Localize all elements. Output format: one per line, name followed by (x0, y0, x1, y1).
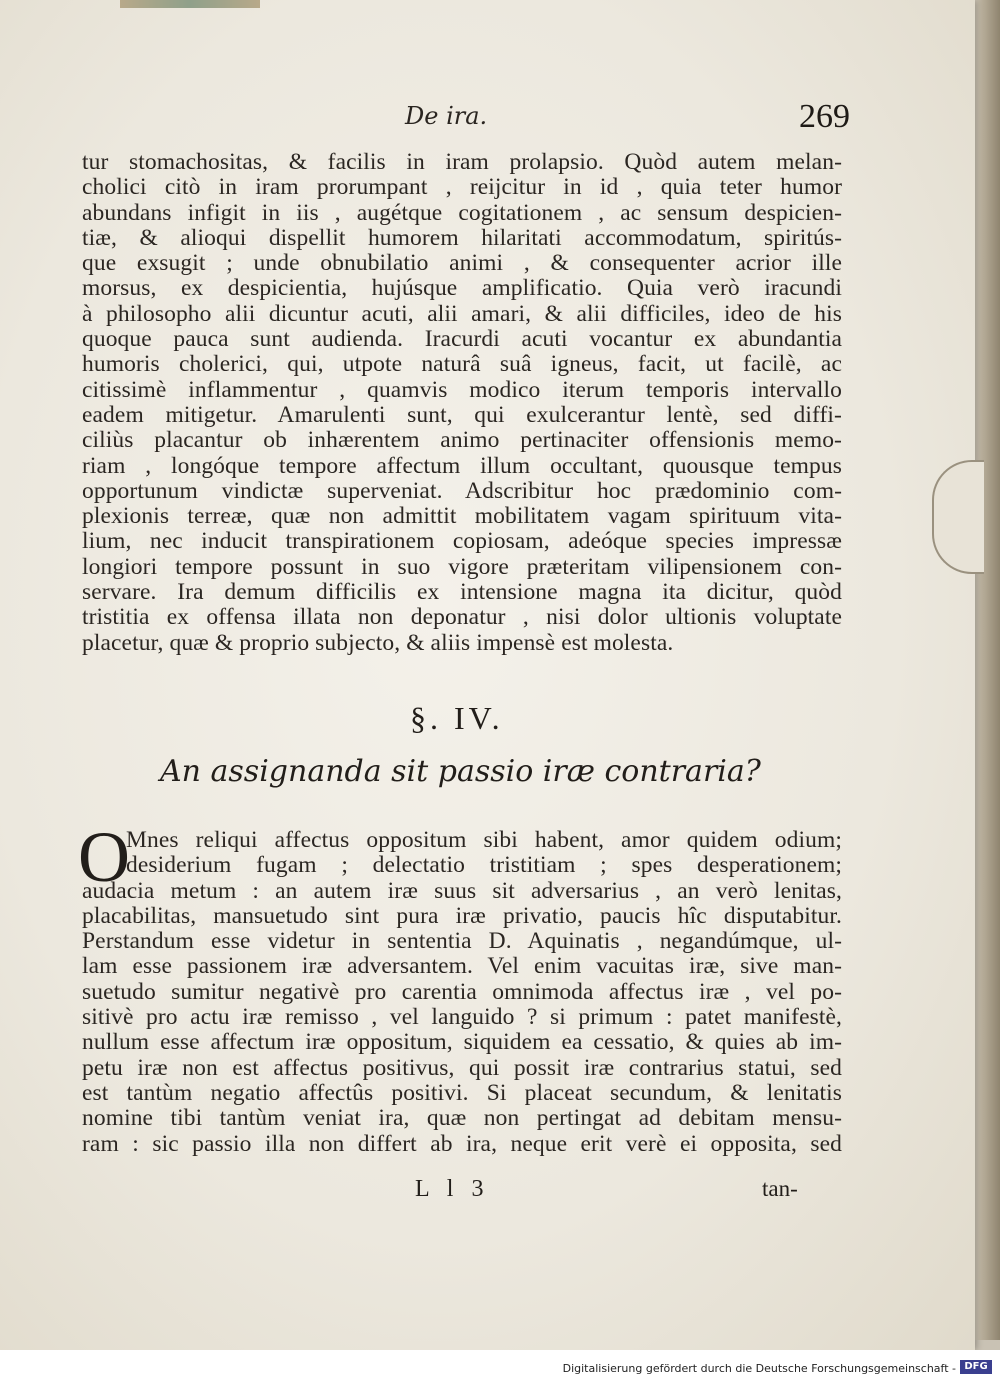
text-line: lam esse passionem iræ adversantem. Vel enim vacuitas iræ, sive man- (82, 954, 842, 980)
text-line: citissimè inflammentur , quamvis modico iterum temporis intervallo (82, 377, 842, 403)
binding-strip (120, 0, 260, 8)
text-line: placetur, quæ & proprio subjecto, & aliis impensè est molesta. (82, 630, 674, 656)
signature-mark: L l 3 (415, 1176, 490, 1202)
drop-capital: O (78, 817, 130, 897)
text-line: cholici citò in iram prorumpant , reijcitur in id , quia teter humor (82, 175, 842, 201)
text-line: tur stomachositas, & facilis in iram prolapsio. Quòd autem melan- (82, 150, 842, 175)
paragraph-1 (82, 150, 842, 656)
text-line: audacia metum : an autem iræ suus sit adversarius , an verò lenitas, (82, 878, 842, 904)
funding-credit: Digitalisierung gefördert durch die Deutsche Forschungsgemeinschaft - (562, 1362, 956, 1375)
paragraph-2 (82, 828, 842, 1157)
running-head-title: De ira. (405, 102, 488, 130)
text-line: plexionis terreæ, quæ non admittit mobilitatem vagam spirituum vita- (82, 504, 842, 530)
text-line: tristitia ex offensa illata non deponatur , nisi dolor ultionis voluptate (82, 605, 842, 631)
text-line: placabilitas, mansuetudo sint pura iræ privatio, paucis hîc disputabitur. (82, 903, 842, 929)
page-tab-shadow (932, 460, 984, 574)
text-line: lium, nec inducit transpirationem copiosam, adeóque species impressæ (82, 529, 842, 555)
text-line: suetudo sumitur negativè pro carentia omnimoda affectus iræ , vel po- (82, 979, 842, 1005)
running-head (80, 98, 850, 140)
text-line: à philosopho alii dicuntur acuti, alii amari, & alii difficiles, ideo de his (82, 301, 842, 327)
text-line: opportunum vindictæ superveniat. Adscribitur hoc prædominio com- (82, 478, 842, 504)
text-line: humoris cholerici, qui, utpote naturâ suâ igneus, facit, ut facilè, ac (82, 352, 842, 378)
text-line: que exsugit ; unde obnubilatio animi , & consequenter acrior ille (82, 251, 842, 277)
text-line: nullum esse affectum iræ oppositum, siquidem ea cessatio, & quies ab im- (82, 1030, 842, 1056)
text-line: nomine tibi tantùm veniat ira, quæ non pertingat ad debitam mensu- (82, 1106, 842, 1132)
text-line: sitivè pro actu iræ remisso , vel languido ? si primum : patet manifestè, (82, 1005, 842, 1031)
page-number: 269 (799, 98, 850, 135)
text-line: abundans infigit in iis , augétque cogitationem , ac sensum despicien- (82, 200, 842, 226)
text-line: morsus, ex despicientia, hujúsque amplificatio. Quia verò iracundi (82, 276, 842, 302)
catchword: tan- (762, 1176, 798, 1201)
text-line: riam , longóque tempore affectum illum occultant, quousque tempus (82, 453, 842, 479)
text-line: ram : sic passio illa non differt ab ira, neque erit verè ei opposita, sed (82, 1131, 842, 1157)
section-number: §. IV. (410, 700, 504, 736)
dfg-logo: DFG (960, 1360, 992, 1374)
section-title: An assignanda sit passio iræ contraria? (160, 754, 761, 789)
text-line: tiæ, & alioqui dispellit humorem hilaritati accommodatum, spiritús- (82, 225, 842, 251)
text-line: desiderium fugam ; delectatio tristitiam ; spes desperationem; (126, 853, 842, 879)
text-line: longiori tempore possunt in suo vigore præteritam vilipensionem con- (82, 554, 842, 580)
text-line: Mnes reliqui affectus oppositum sibi habent, amor quidem odium; (126, 828, 842, 853)
text-line: eadem mitigetur. Amarulenti sunt, qui exulcerantur lentè, sed diffi- (82, 402, 842, 428)
page-edge (972, 0, 1000, 1340)
text-line: servare. Ira demum difficilis ex intensione magna ita dicitur, quòd (82, 580, 842, 606)
text-line: petu iræ non est affectus positivus, qui possit iræ contrarius statui, sed (82, 1055, 842, 1081)
text-line: quoque pauca sunt audienda. Iracurdi acuti vocantur ex abundantia (82, 327, 842, 353)
text-line: est tantùm negatio affectûs positivi. Si placeat secundum, & lenitatis (82, 1080, 842, 1106)
text-line: Perstandum esse videtur in sententia D. Aquinatis , negandúmque, ul- (82, 929, 842, 955)
text-line: ciliùs placantur ob inhærentem animo pertinaciter offensionis memo- (82, 428, 842, 454)
